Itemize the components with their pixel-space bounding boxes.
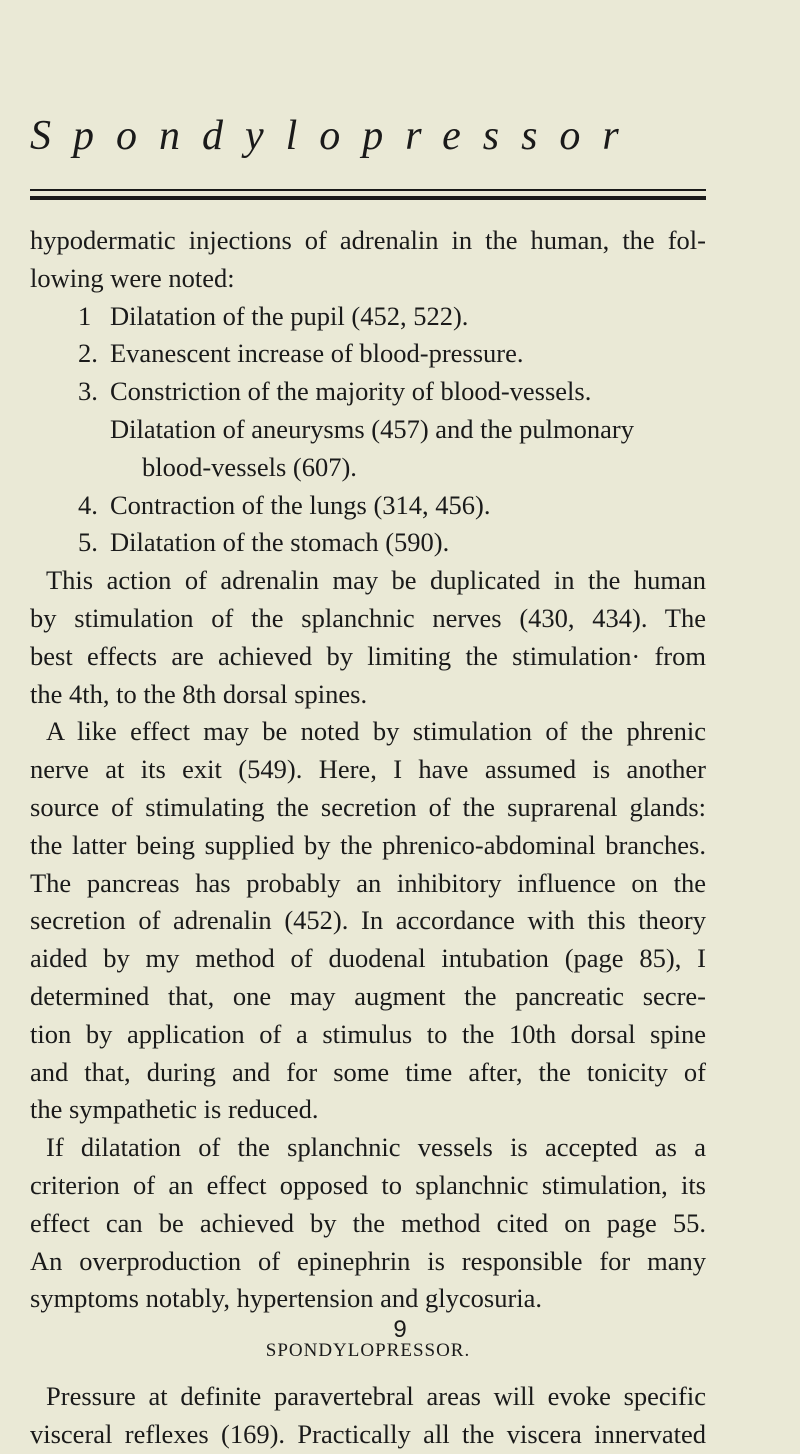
text-line: effect can be achieved by the method cited on page 55. xyxy=(30,1207,706,1238)
list-number: 5. xyxy=(78,527,98,558)
text-line: The pancreas has probably an inhibitory influence on the xyxy=(30,867,706,898)
text-line: visceral reflexes (169). Practically all the viscera innervated xyxy=(30,1418,706,1449)
text-line: criterion of an effect opposed to splanchnic stimulation, its xyxy=(30,1169,706,1200)
text-line: aided by my method of duodenal intubation (page 85), I xyxy=(30,943,706,974)
text-line: best effects are achieved by limiting the stimulation· from xyxy=(30,640,706,671)
text-line: A like effect may be noted by stimulation of the phrenic xyxy=(46,716,706,747)
list-item xyxy=(30,487,706,525)
section-heading: SPONDYLOPRESSOR. xyxy=(265,1340,471,1362)
text-line: An overproduction of epinephrin is responsible for many xyxy=(30,1245,706,1276)
list-number: 2. xyxy=(78,338,98,369)
header-rule-thin xyxy=(30,189,706,191)
text-line: the sympathetic is reduced. xyxy=(30,1094,319,1125)
list-item xyxy=(30,298,706,336)
text-line: lowing were noted: xyxy=(30,262,235,293)
text-line: and that, during and for some time after, the tonicity of xyxy=(30,1056,706,1087)
text-line: Pressure at definite paravertebral areas will evoke specific xyxy=(46,1380,706,1411)
text-line: nerve at its exit (549). Here, I have assumed is another xyxy=(30,754,706,785)
page-number: 9 xyxy=(393,1316,407,1343)
text-line: source of stimulating the secretion of the suprarenal glands: xyxy=(30,791,706,822)
list-item xyxy=(30,524,706,562)
text-line: This action of adrenalin may be duplicated in the human xyxy=(46,565,706,596)
text-line: by stimulation of the splanchnic nerves (430, 434). The xyxy=(30,602,706,633)
list-item xyxy=(30,373,706,411)
text-line: symptoms notably, hypertension and glycosuria. xyxy=(30,1283,543,1314)
list-number: 4. xyxy=(78,489,98,520)
running-title: Spondylopressor xyxy=(30,113,641,159)
header-rule-thick xyxy=(30,196,706,200)
body-text xyxy=(30,222,706,1454)
text-line: secretion of adrenalin (452). In accordance with this theory xyxy=(30,905,706,936)
list-number: 1 xyxy=(78,300,92,331)
list-text: Evanescent increase of blood-pressure. xyxy=(110,338,524,369)
list-text: Constriction of the majority of blood-vessels. xyxy=(110,376,592,407)
list-item xyxy=(30,335,706,373)
list-number: 3. xyxy=(78,376,98,407)
list-text: Dilatation of the stomach (590). xyxy=(110,527,450,558)
text-line: If dilatation of the splanchnic vessels is accepted as a xyxy=(46,1132,706,1163)
list-item-continuation: blood-vessels (607). xyxy=(142,451,357,482)
text-line: tion by application of a stimulus to the 10th dorsal spine xyxy=(30,1018,706,1049)
list-text: Dilatation of the pupil (452, 522). xyxy=(110,300,469,331)
text-line: hypodermatic injections of adrenalin in the human, the fol- xyxy=(30,225,706,255)
text-line: determined that, one may augment the pancreatic secre- xyxy=(30,980,706,1011)
text-line: the latter being supplied by the phrenico-abdominal branches. xyxy=(30,829,706,860)
list-item-continuation: Dilatation of aneurysms (457) and the pulmonary xyxy=(110,413,634,444)
text-line: the 4th, to the 8th dorsal spines. xyxy=(30,678,368,709)
list-text: Contraction of the lungs (314, 456). xyxy=(110,489,491,520)
